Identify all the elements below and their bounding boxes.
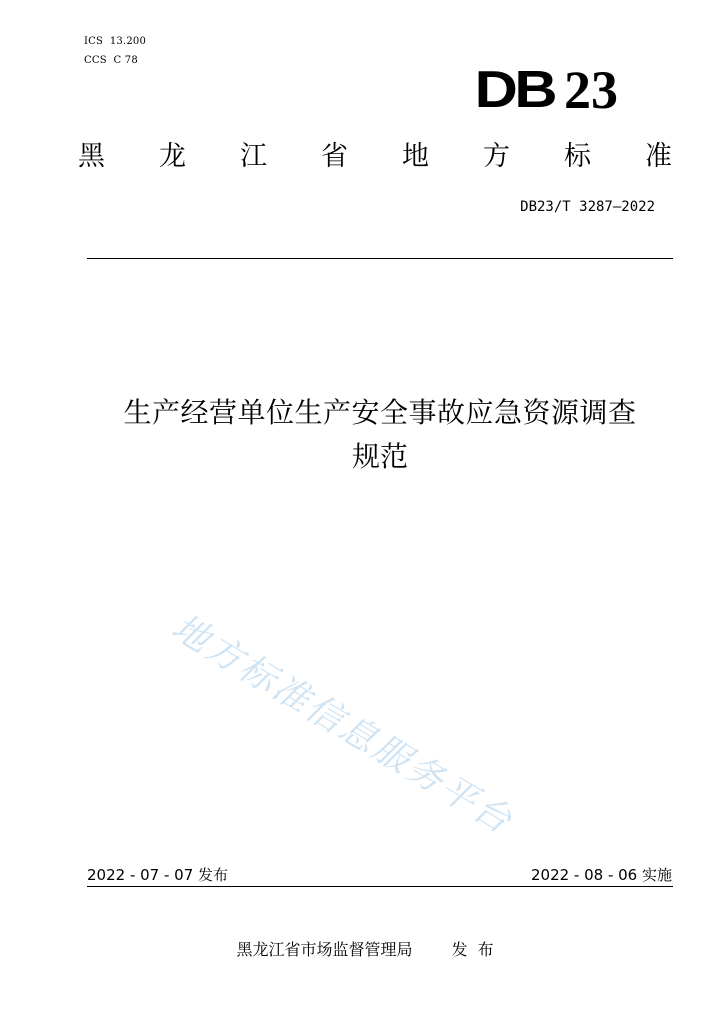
standard-type-char: 黑	[78, 141, 105, 172]
standard-type-char: 省	[321, 141, 348, 172]
issue-date: 2022 - 07 - 07 发布	[87, 866, 229, 884]
implementation-date: 2022 - 08 - 06 实施	[530, 866, 672, 884]
watermark: 地方标准信息服务平台	[164, 606, 521, 843]
issuing-organization: 黑龙江省市场监督管理局	[236, 940, 413, 959]
ics-code: 13.200	[109, 36, 147, 47]
issue-action: 发布	[451, 940, 504, 959]
document-title-line-2: 规范	[351, 440, 408, 473]
standard-code: DB23/T 3287—2022	[520, 199, 655, 215]
ccs-classification	[84, 55, 138, 66]
logo-prefix: DB	[474, 61, 554, 119]
bottom-divider	[87, 886, 673, 887]
standard-type-char: 地	[402, 141, 429, 172]
ics-label: ICS	[84, 36, 104, 47]
standard-logo	[474, 60, 618, 120]
standard-type-heading	[78, 140, 672, 174]
standard-type-char: 江	[240, 141, 267, 172]
ccs-code: C 78	[113, 55, 138, 66]
standard-type-char: 方	[483, 141, 510, 172]
standard-type-char: 龙	[159, 141, 186, 172]
standard-type-char: 准	[645, 141, 672, 172]
ccs-label: CCS	[84, 55, 107, 66]
logo-number: 23	[564, 60, 618, 120]
document-title-line-1: 生产经营单位生产安全事故应急资源调查	[123, 396, 637, 429]
issuer-line	[0, 937, 724, 960]
standard-type-char: 标	[564, 141, 591, 172]
ics-classification	[84, 36, 146, 47]
top-divider	[87, 258, 673, 259]
